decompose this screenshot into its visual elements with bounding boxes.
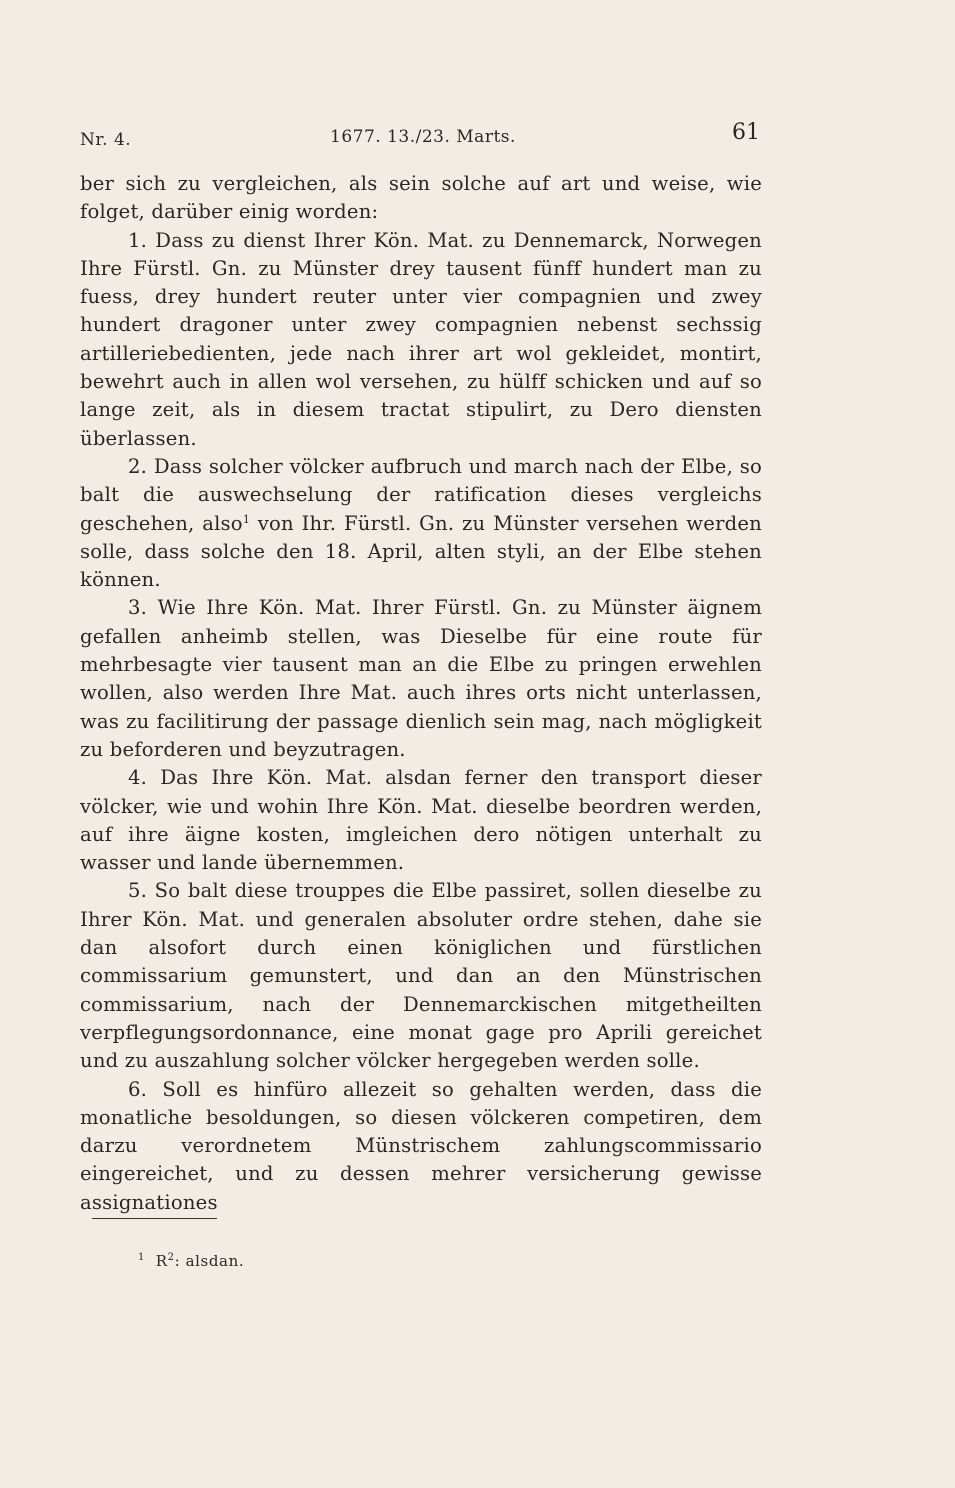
paragraph-article-6: 6. Soll es hinfüro allezeit so gehalten werden, dass die monatliche besoldungen, so diesen völckeren competiren, dem darzu verordnetem Münstrischem zahlungscommissario eingereichet, und zu dessen mehrer versicherung gewisse assignationes <box>80 1077 762 1214</box>
paragraph-article-5: 5. So balt diese trouppes die Elbe passiret, sollen dieselbe zu Ihrer Kön. Mat. und generalen absoluter ordre stehen, dahe sie dan alsofort durch einen königlichen und fürstlichen commissarium gemunstert, und dan an den Münstrischen commissarium, nach der Dennemarckischen mitgetheilten verpflegungsordonnance, eine monat gage pro Aprili gereichet und zu auszahlung solcher völcker hergegeben werden solle. <box>80 879 762 1073</box>
paragraph-article-4: 4. Das Ihre Kön. Mat. alsdan ferner den transport dieser völcker, wie und wohin Ihre Kön. Mat. dieselbe beordren werden, auf ihre äigne kosten, imgleichen dero nötigen unterhalt zu wasser und lande übernemmen. <box>80 766 762 875</box>
footnote-marker: 1 <box>138 1252 145 1263</box>
footnote-text: : alsdan. <box>174 1252 245 1270</box>
footnote-divider <box>92 1218 217 1219</box>
document-date: 1677. 13./23. Marts. <box>330 127 516 147</box>
footnote-reference: 1 <box>242 512 251 526</box>
main-text <box>80 170 762 1217</box>
paragraph-article-3: 3. Wie Ihre Kön. Mat. Ihrer Fürstl. Gn. zu Münster äignem gefallen anheimb stellen, was Dieselbe für eine route für mehrbesagte vier tausent man an die Elbe zu pringen erwehlen wollen, also werden Ihre Mat. auch ihres orts nicht unterlassen, was zu facilitirung der passage dienlich sein mag, nach mögligkeit zu beforderen und beyzutragen. <box>80 596 762 761</box>
page-number: 61 <box>732 120 760 145</box>
paragraph-continuation: ber sich zu vergleichen, als sein solche auf art und weise, wie folget, darüber einig worden: <box>80 172 762 224</box>
document-number: Nr. 4. <box>80 130 132 150</box>
running-header <box>80 120 760 160</box>
paragraph-article-1: 1. Dass zu dienst Ihrer Kön. Mat. zu Dennemarck, Norwegen Ihre Fürstl. Gn. zu Münster drey tausent fünff hundert man zu fuess, drey hundert reuter unter vier compagnien und zwey hundert dragoner unter zwey compagnien nebenst sechssig artilleriebedienten, jede nach ihrer art wol gekleidet, montirt, bewehrt auch in allen wol versehen, zu hülff schicken und auf so lange zeit, als in diesem tractat stipulirt, zu Dero diensten überlassen. <box>80 228 762 450</box>
footnote-siglum-superscript: 2 <box>167 1252 175 1263</box>
footnote-siglum: R <box>155 1252 168 1270</box>
footnote <box>138 1252 244 1270</box>
paragraph-article-2: 2. Dass solcher völcker aufbruch und march nach der Elbe, so balt die auswechselung der ratification dieses vergleichs geschehen, also$^1$ von Ihr. Fürstl. Gn. zu Münster versehen werden solle, dass solche den 18. April, alten styli, an der Elbe stehen können. <box>80 454 762 592</box>
